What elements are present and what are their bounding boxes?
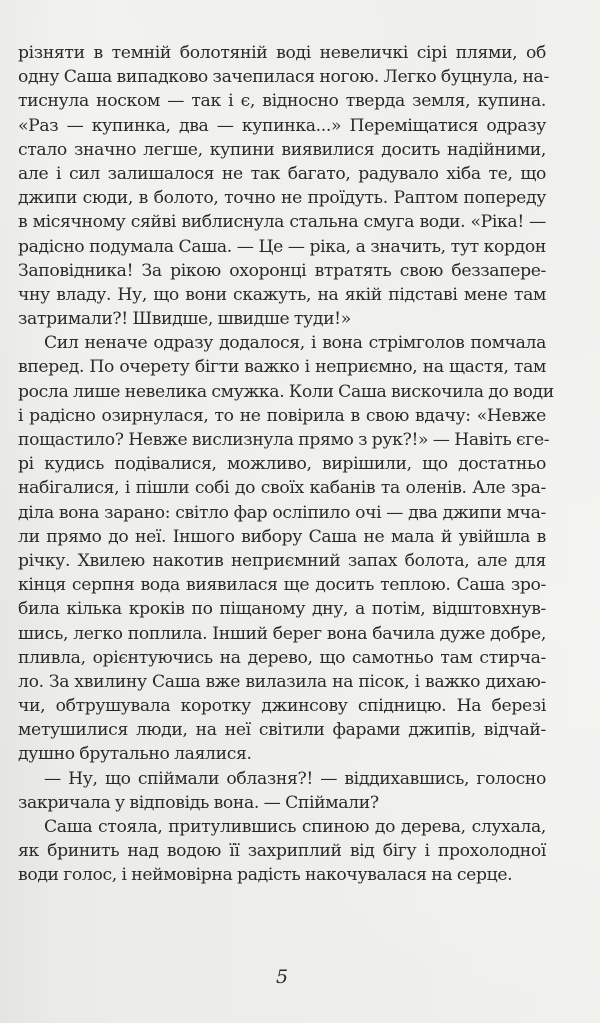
text-line: Заповідника! За рікою охоронці втратять свою беззапере- bbox=[18, 260, 546, 281]
text-line: стало значно легше, купини виявилися досить надійними, bbox=[18, 139, 546, 160]
text-line: Саша стояла, притулившись спиною до дерева, слухала, bbox=[44, 817, 546, 837]
text-line: душно брутально лаялися. bbox=[18, 744, 252, 765]
text-line: шись, легко поплила. Інший берег вона бачила дуже добре, bbox=[18, 623, 546, 644]
text-line: чну владу. Ну, що вони скажуть, на якій підставі мене там bbox=[18, 284, 546, 305]
text-line: вперед. По очерету бігти важко і неприємно, на щастя, там bbox=[18, 357, 546, 378]
text-line: — Ну, що спіймали облазня?! — віддихавшись, голосно bbox=[44, 768, 546, 789]
text-line: одну Саша випадково зачепилася ногою. Легко буцнула, на- bbox=[18, 67, 549, 88]
page-number: 5 bbox=[275, 966, 289, 988]
text-line: метушилися люди, на неї світили фарами джипів, відчай- bbox=[18, 720, 546, 741]
text-line: різняти в темній болотяній воді невеличкі сірі плями, об bbox=[18, 43, 546, 63]
text-line: води голос, і неймовірна радість накочувалася на серце. bbox=[18, 865, 513, 886]
text-line: чи, обтрушувала коротку джинсову спідницю. На березі bbox=[18, 696, 546, 717]
text-line: і радісно озирнулася, то не повірила в свою вдачу: «Невже bbox=[18, 405, 546, 426]
text-line: Сил неначе одразу додалося, і вона стрімголов помчала bbox=[44, 333, 546, 354]
text-line: тиснула носком — так і є, відносно тверда земля, купина. bbox=[18, 91, 546, 112]
text-line: набігалися, і пішли собі до своїх кабанів та оленів. Але зра- bbox=[18, 478, 546, 499]
text-line: річку. Хвилею накотив неприємний запах болота, але для bbox=[18, 550, 546, 571]
text-line: закричала у відповідь вона. — Спіймали? bbox=[18, 792, 379, 813]
text-line: в місячному сяйві виблиснула стальна смуга води. «Ріка! — bbox=[18, 212, 546, 233]
text-line: ло. За хвилину Саша вже вилазила на пісок, і важко дихаю- bbox=[18, 671, 546, 692]
text-line: затримали?! Швидше, швидше туди!» bbox=[18, 309, 351, 330]
text-line: джипи сюди, в болото, точно не проїдуть. Раптом попереду bbox=[18, 188, 546, 209]
text-line: радісно подумала Саша. — Це — ріка, а значить, тут кордон bbox=[18, 236, 546, 257]
text-line: кінця серпня вода виявилася ще досить теплою. Саша зро- bbox=[18, 575, 546, 596]
text-line: ли прямо до неї. Іншого вибору Саша не мала й увійшла в bbox=[18, 526, 546, 547]
body-text bbox=[18, 41, 554, 888]
text-line: била кілька кроків по піщаному дну, а потім, відштовхнув- bbox=[18, 599, 546, 620]
text-line: діла вона зарано: світло фар осліпило очі — два джипи мча- bbox=[18, 502, 546, 523]
text-line: як бринить над водою її захриплий від бігу і прохолодної bbox=[18, 841, 546, 862]
text-line: але і сил залишалося не так багато, радувало хіба те, що bbox=[18, 163, 546, 184]
text-line: рі кудись подівалися, можливо, вирішили, що достатньо bbox=[18, 454, 546, 475]
text-line: пливла, орієнтуючись на дерево, що самотньо там стирча- bbox=[18, 647, 546, 668]
text-line: пощастило? Невже вислизнула прямо з рук?!» — Навіть єге- bbox=[18, 430, 550, 450]
text-line: росла лише невелика смужка. Коли Саша вискочила до води bbox=[18, 381, 554, 402]
text-line: «Раз — купинка, два — купинка...» Переміщатися одразу bbox=[18, 115, 546, 136]
